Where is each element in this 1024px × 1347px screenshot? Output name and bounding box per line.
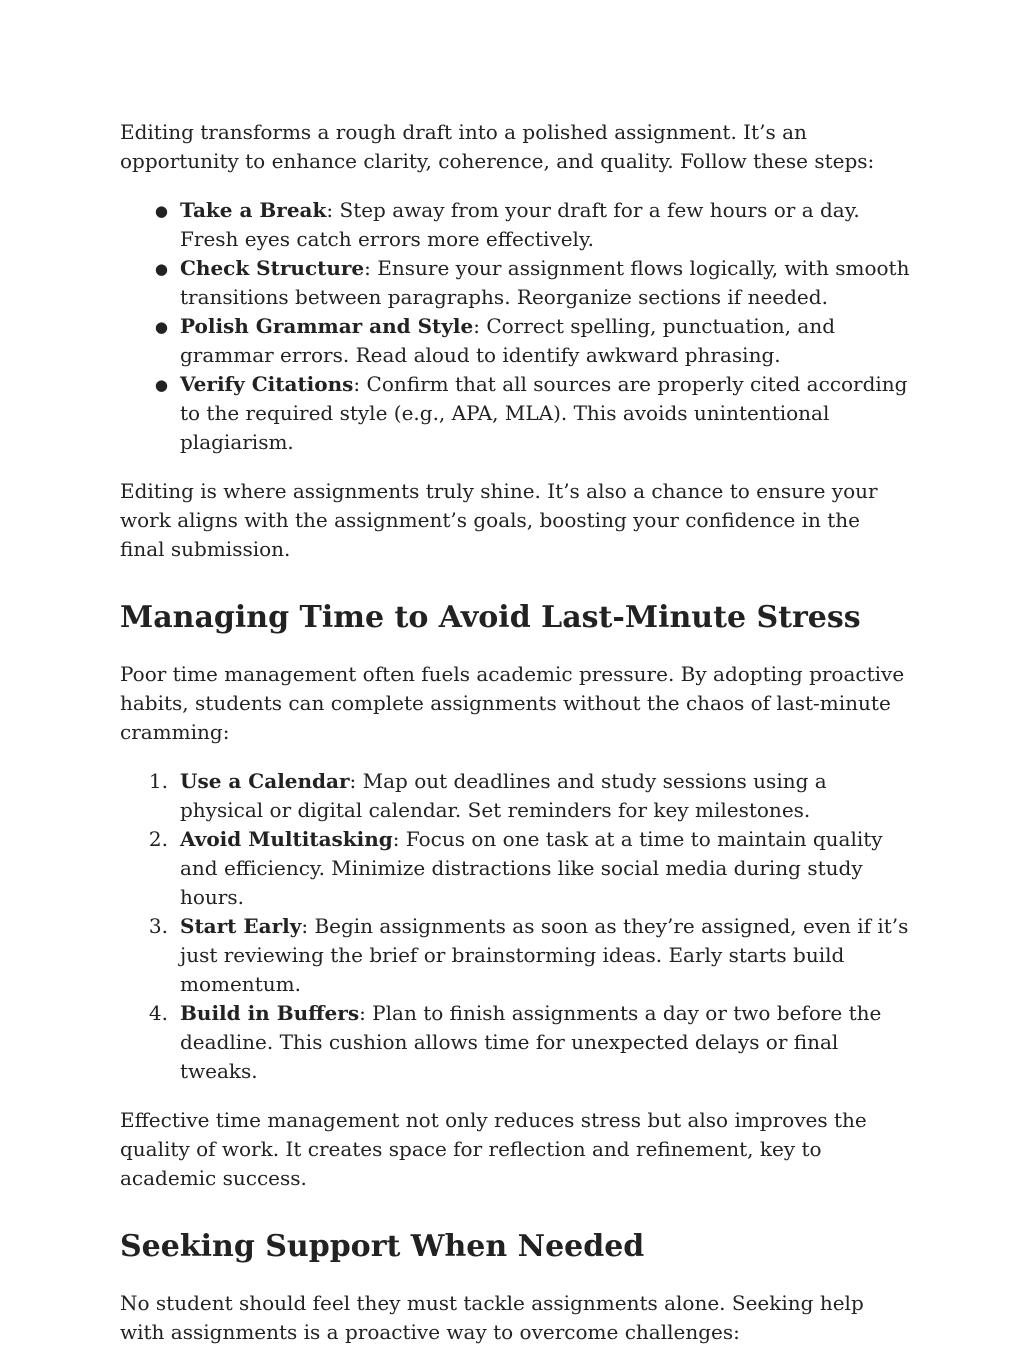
list-number: 2. — [148, 827, 168, 851]
list-item-term: Polish Grammar and Style — [180, 314, 474, 338]
list-item-text: : Map out deadlines and study sessions using a physical or digital calendar. Set reminders for key milestones. — [180, 769, 827, 822]
list-item — [120, 370, 910, 457]
list-item-term: Verify Citations — [180, 372, 354, 396]
time-steps-list — [120, 767, 910, 1086]
list-item-term: Check Structure — [180, 256, 365, 280]
bullet-icon: ● — [154, 260, 168, 278]
intro-paragraph: Editing transforms a rough draft into a polished assignment. It’s an opportunity to enhance clarity, coherence, and quality. Follow these steps: — [120, 120, 875, 173]
list-item — [120, 254, 910, 312]
list-item-text: : Focus on one task at a time to maintain quality and efficiency. Minimize distractions like social media during study hours. — [180, 827, 883, 909]
bullet-icon: ● — [154, 318, 168, 336]
list-item-term: Start Early — [180, 914, 302, 938]
list-item-term: Take a Break — [180, 198, 327, 222]
list-item — [120, 912, 910, 999]
list-item — [120, 196, 910, 254]
list-item-term: Build in Buffers — [180, 1001, 360, 1025]
list-item-text: : Correct spelling, punctuation, and grammar errors. Read aloud to identify awkward phrasing. — [180, 314, 836, 367]
list-number: 1. — [148, 769, 168, 793]
list-item-text: : Ensure your assignment flows logically, with smooth transitions between paragraphs. Reorganize sections if needed. — [180, 256, 910, 309]
bullet-icon: ● — [154, 202, 168, 220]
list-item — [120, 999, 910, 1086]
list-item-text: : Step away from your draft for a few hours or a day. Fresh eyes catch errors more effectively. — [180, 198, 860, 251]
list-item-text: : Plan to finish assignments a day or two before the deadline. This cushion allows time for unexpected delays or final tweaks. — [180, 1001, 882, 1083]
list-item — [120, 825, 910, 912]
list-item-text: : Confirm that all sources are properly cited according to the required style (e.g., APA, MLA). This avoids unintentional plagiarism. — [180, 372, 908, 454]
bullet-icon: ● — [154, 376, 168, 394]
list-number: 3. — [148, 914, 168, 938]
time-intro-paragraph: Poor time management often fuels academic pressure. By adopting proactive habits, students can complete assignments without the chaos of last-minute cramming: — [120, 662, 905, 744]
document-page — [120, 118, 910, 1347]
time-conclusion-paragraph: Effective time management not only reduces stress but also improves the quality of work. It creates space for reflection and refinement, key to academic success. — [120, 1108, 867, 1190]
editing-conclusion-paragraph: Editing is where assignments truly shine. It’s also a chance to ensure your work aligns with the assignment’s goals, boosting your confidence in the final submission. — [120, 479, 878, 561]
list-item-term: Avoid Multitasking — [180, 827, 393, 851]
section-heading-time-management: Managing Time to Avoid Last-Minute Stress — [120, 600, 861, 635]
list-item-term: Use a Calendar — [180, 769, 350, 793]
editing-steps-list — [120, 196, 910, 457]
list-number: 4. — [148, 1001, 168, 1025]
list-item — [120, 767, 910, 825]
list-item-text: : Begin assignments as soon as they’re assigned, even if it’s just reviewing the brief or brainstorming ideas. Early starts build momentum. — [180, 914, 909, 996]
support-intro-paragraph: No student should feel they must tackle assignments alone. Seeking help with assignments is a proactive way to overcome challenges: — [120, 1291, 864, 1344]
list-item — [120, 312, 910, 370]
section-heading-seeking-support: Seeking Support When Needed — [120, 1229, 645, 1264]
